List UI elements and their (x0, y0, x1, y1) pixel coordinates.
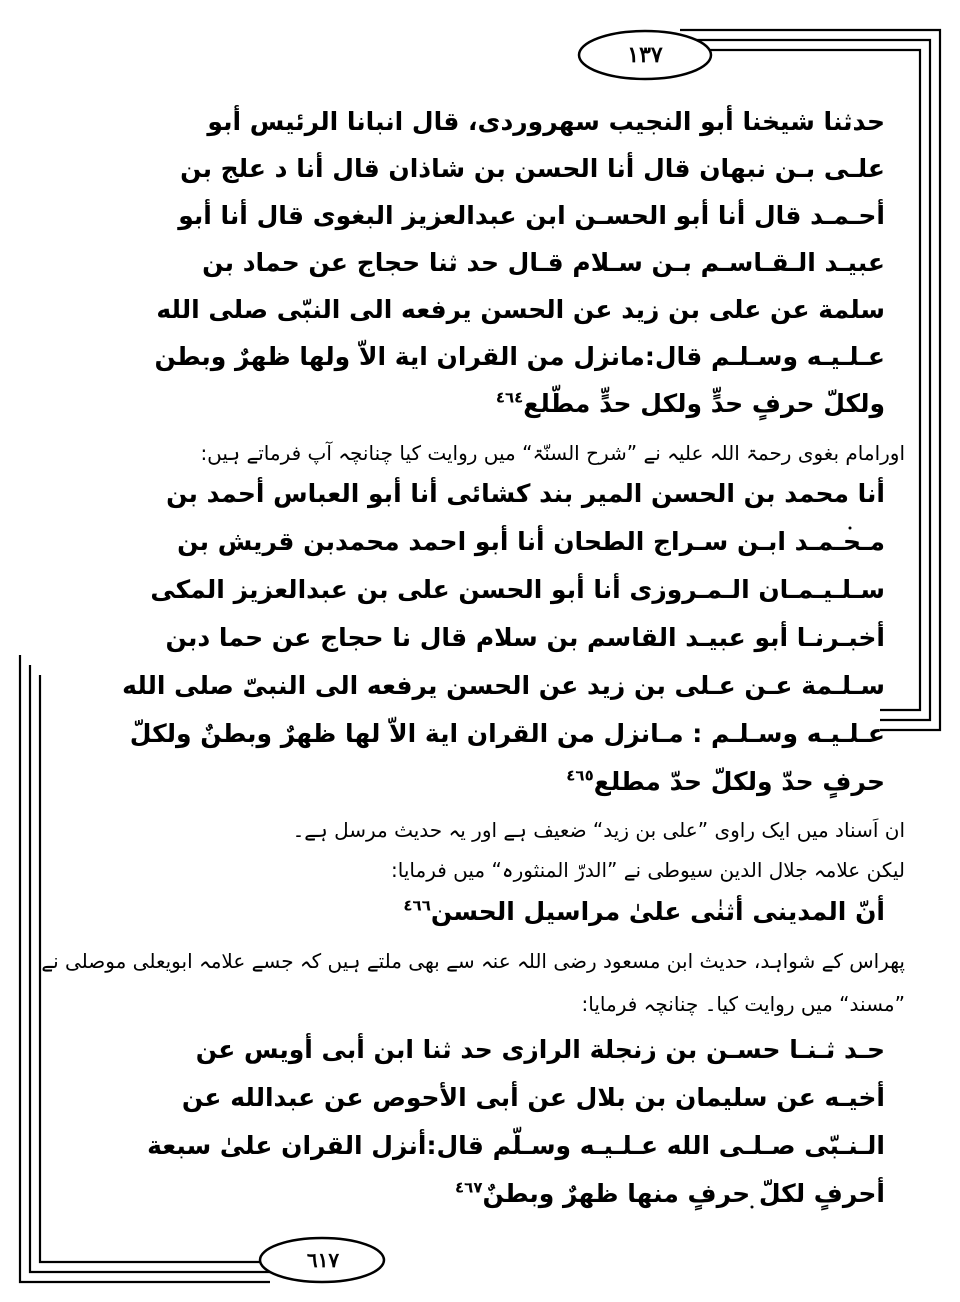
text-line: سـلـيـمـان الـمـروزى أنا أبو الحسن على بن عبدالعزيز المكى (150, 575, 885, 604)
text-line: عبيـد الـقـاسـم بـن سـلام قـال حد ثنا حجاج عن حماد بن (202, 248, 885, 277)
quote-text: أنّ المدينى أثنٰى علىٰ مراسيل الحسن (430, 897, 885, 926)
urdu-commentary-line: ان اَسناد میں ایک راوی ”علی بن زید“ ضعیف ہے اور یہ حدیث مرسل ہے۔ (292, 818, 905, 842)
text-line: أنا محمد بن الحسن المير بند كشائى أنا أبو العباس أحمد بن (166, 479, 885, 508)
text-line: عـلـيـه وسـلـم قال:مانزل من القران اية الاّ ولها ظهرٌ وبطن (154, 342, 885, 371)
urdu-commentary-line: ”مسند“ میں روایت کیا۔ چنانچہ فرمایا: (581, 992, 905, 1016)
text-line-content: حرفٍ حدّ ولكلّ حدّ مطلع (593, 767, 885, 796)
header-page-number: ١٣٧ (627, 42, 663, 68)
text-line-content: ولكلّ حرفٍ حدٍّ ولكل حدٍّ مطّلع (523, 389, 885, 418)
text-line: سلمة عن على بن زيد عن الحسن يرفعه الى النبّى صلى الله (156, 295, 885, 324)
text-line (515, 764, 885, 802)
text-line: أخيـه عن سليمان بن بلال عن أبى الأحوص عن عبدالله عن (181, 1083, 885, 1112)
urdu-commentary-line: اورامام بغوی رحمۃ اللہ علیہ نے ”شرح السنّۃ“ میں روایت کیا چنانچہ آپ فرماتے ہیں: (200, 441, 905, 465)
text-line-content: أحرفٍ لكلّ حرفٍ منها ظهرٌ وبطنٌ (482, 1179, 885, 1208)
text-line: مـحـمـد ابـن سـراج الطحان أنا أبو احمد محمدبن قريش بن (177, 527, 885, 556)
footer-page-number: ٦١٧ (306, 1248, 340, 1272)
urdu-commentary-line: پھراس کے شواہد، حدیث ابن مسعود رضی اللہ عنہ سے بھی ملتے ہیں کہ جسے علامہ ابویعلی موصلی نے (41, 949, 905, 973)
text-line: سـلـمة عـن عـلى بن زيد عن الحسن يرفعه الى النبىّ صلى الله (122, 671, 885, 700)
text-line: عـلـيـه وسـلـم : مـانزل من القران اية الاّ لها ظهرٌ وبطنٌ ولكلّ (129, 719, 885, 748)
text-line: حـد ثـنـا حسـن بن زنجلة الرازى حد ثنا ابن أبى أويس عن (195, 1035, 885, 1064)
text-line: الـنـبّى صـلـى الله عـلـيـه وسـلّم قال:أنزل القران علىٰ سبعة (147, 1131, 885, 1160)
footnote-marker: ٤٦٥ (566, 766, 594, 785)
text-line (375, 386, 885, 424)
text-line: حدثنا شيخنا أبو النجيب سهروردى، قال انبانا الرئيس أبو (207, 107, 885, 136)
footnote-marker: ٤٦٧ (455, 1178, 483, 1197)
footnote-marker: ٤٦٦ (403, 896, 431, 915)
text-line (445, 1176, 885, 1214)
text-line: أخبـرنـا أبو عبيـد القاسم بن سلام قال نا حجاج عن حما دبن (165, 623, 885, 652)
urdu-commentary-line: لیکن علامہ جلال الدین سیوطی نے ”الدرّ المنثورہ“ میں فرمایا: (391, 858, 905, 882)
quoted-statement (355, 894, 885, 932)
text-line: علـى بـن نبهان قال أنا الحسن بن شاذان قال أنا د علج بن (180, 154, 885, 183)
footnote-marker: ٤٦٤ (495, 388, 524, 407)
text-line: أحـمـد قال أنا أبو الحسـن ابن عبدالعزيز البغوى قال أنا أبو (178, 201, 885, 230)
